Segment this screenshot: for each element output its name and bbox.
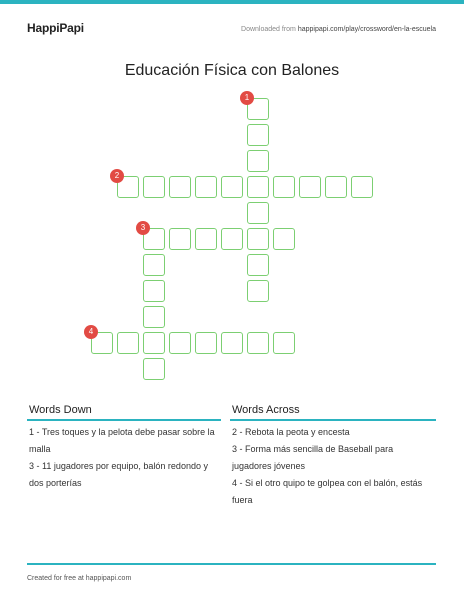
download-url[interactable]: happipapi.com/play/crossword/en-la-escuela bbox=[297, 26, 436, 33]
crossword-cell[interactable] bbox=[221, 332, 243, 354]
crossword-cell[interactable] bbox=[273, 332, 295, 354]
crossword-cell[interactable] bbox=[169, 228, 191, 250]
words-down-rule bbox=[27, 419, 221, 421]
crossword-cell[interactable] bbox=[247, 202, 269, 224]
clue-down-1: 1 - Tres toques y la pelota debe pasar sobre la malla bbox=[29, 427, 215, 454]
crossword-cell[interactable] bbox=[117, 332, 139, 354]
crossword-cell[interactable] bbox=[325, 176, 347, 198]
crossword-cell[interactable] bbox=[143, 358, 165, 380]
crossword-cell[interactable] bbox=[247, 254, 269, 276]
crossword-cell[interactable] bbox=[195, 176, 217, 198]
logo: HappiPapi bbox=[27, 21, 84, 35]
crossword-cell[interactable] bbox=[143, 332, 165, 354]
page-title: Educación Física con Balones bbox=[124, 62, 340, 79]
clue-number-badge: 2 bbox=[110, 169, 124, 183]
crossword-cell[interactable] bbox=[221, 176, 243, 198]
footer-text: Created for free at happipapi.com bbox=[27, 575, 132, 582]
crossword-cell[interactable] bbox=[273, 228, 295, 250]
clue-down-3: 3 - 11 jugadores por equipo, balón redondo y dos porterías bbox=[29, 461, 208, 488]
crossword-cell[interactable] bbox=[143, 306, 165, 328]
crossword-cell[interactable] bbox=[247, 124, 269, 146]
clue-number-badge: 4 bbox=[84, 325, 98, 339]
clue-across-4: 4 - Si el otro quipo te golpea con el balón, estás fuera bbox=[232, 478, 423, 505]
crossword-cell[interactable] bbox=[299, 176, 321, 198]
crossword-cell[interactable] bbox=[247, 332, 269, 354]
words-across-rule bbox=[230, 419, 436, 421]
crossword-cell[interactable] bbox=[143, 280, 165, 302]
crossword-cell[interactable] bbox=[143, 254, 165, 276]
crossword-cell[interactable] bbox=[169, 176, 191, 198]
download-note bbox=[241, 26, 436, 33]
download-prefix: Downloaded from bbox=[241, 26, 296, 33]
crossword-cell[interactable] bbox=[221, 228, 243, 250]
crossword-cell[interactable] bbox=[273, 176, 295, 198]
crossword-cell[interactable] bbox=[195, 332, 217, 354]
clue-across-3: 3 - Forma más sencilla de Baseball para jugadores jóvenes bbox=[232, 444, 394, 471]
words-down-list bbox=[29, 424, 219, 492]
crossword-cell[interactable] bbox=[143, 176, 165, 198]
words-down-heading: Words Down bbox=[29, 404, 92, 416]
clue-across-2: 2 - Rebota la peota y encesta bbox=[232, 427, 350, 437]
crossword-cell[interactable] bbox=[247, 280, 269, 302]
crossword-cell[interactable] bbox=[247, 228, 269, 250]
clue-number-badge: 3 bbox=[136, 221, 150, 235]
crossword-cell[interactable] bbox=[247, 176, 269, 198]
words-across-heading: Words Across bbox=[232, 404, 300, 416]
clue-number-badge: 1 bbox=[240, 91, 254, 105]
crossword-cell[interactable] bbox=[195, 228, 217, 250]
top-accent-bar bbox=[0, 0, 464, 4]
words-across-list bbox=[232, 424, 432, 509]
crossword-cell[interactable] bbox=[247, 150, 269, 172]
footer-rule bbox=[27, 563, 436, 565]
crossword-cell[interactable] bbox=[169, 332, 191, 354]
crossword-cell[interactable] bbox=[351, 176, 373, 198]
